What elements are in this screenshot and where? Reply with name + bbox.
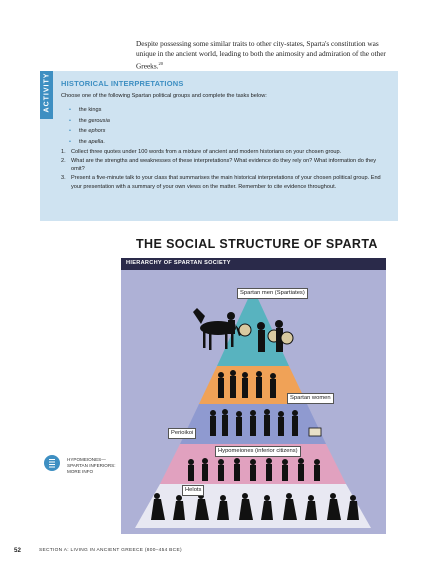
activity-instructions: Choose one of the following Spartan political groups and complete the tasks below:	[61, 93, 267, 99]
footnote-marker[interactable]: 20	[158, 61, 163, 66]
section-title: THE SOCIAL STRUCTURE OF SPARTA	[136, 237, 378, 251]
group-item-apella	[61, 137, 391, 148]
pyramid-tiers	[135, 288, 371, 528]
group-name: gerousia	[88, 117, 110, 124]
task-number: 3.	[61, 175, 66, 182]
group-item-gerousia	[61, 116, 391, 127]
pyramid-illustration	[121, 258, 386, 534]
hypomeiones-figures	[188, 458, 320, 481]
task-text: Present a five-minute talk to your class that summarises the main historical interpretations of your chosen political group. End your presentation with a summary of your own views on the matter. Remember to cite evidence throughout.	[71, 175, 381, 190]
activity-tab-label: ACTIVITY	[43, 72, 51, 113]
group-name: apella	[88, 138, 104, 145]
intro-paragraph	[136, 39, 396, 71]
page-number: 52	[14, 547, 21, 554]
group-name: kings	[88, 107, 102, 113]
task-text: What are the strengths and weaknesses of these interpretations? What evidence do they rely on? What information do they omit?	[71, 157, 377, 173]
group-suffix: .	[103, 138, 105, 145]
task-number: 1.	[61, 148, 66, 155]
label-spartan-women: Spartan women	[287, 393, 334, 404]
label-perioikoi: Perioikoi	[168, 428, 196, 439]
group-name: ephors	[88, 128, 106, 135]
group-prefix: the	[79, 128, 89, 135]
label-spartan-men: Spartan men (Spartiates)	[237, 288, 308, 299]
group-item-ephors	[61, 126, 391, 137]
task-number: 2.	[61, 157, 66, 164]
activity-list	[61, 105, 391, 191]
hierarchy-diagram	[121, 258, 386, 534]
group-prefix: the	[79, 138, 89, 145]
task-text: Collect three quotes under 100 words from a mixture of ancient and modern historians on your chosen group.	[71, 148, 342, 155]
group-prefix: the	[79, 117, 89, 124]
label-helots: Helots	[182, 485, 204, 496]
label-hypomeiones: Hypomeiones (inferior citizens)	[215, 446, 301, 457]
side-note-link[interactable]: HYPOMEIONES— SPARTAN INFERIORS: MORE INFO	[67, 457, 116, 475]
diagram-heading: HIERARCHY OF SPARTAN SOCIETY	[126, 260, 231, 266]
diagram-heading-bar	[121, 258, 386, 270]
activity-title: HISTORICAL INTERPRETATIONS	[61, 79, 184, 88]
task-item	[61, 174, 391, 191]
group-item-kings	[61, 105, 391, 116]
intro-text: Despite possessing some similar traits to other city-states, Sparta's constitution was unique in the ancient world, leading to both the animosity and admiration of the other Greeks.	[136, 39, 386, 71]
footer-section: SECTION A: LIVING IN ANCIENT GREECE (800–454 BCE)	[39, 548, 182, 553]
task-item	[61, 157, 391, 174]
document-icon[interactable]	[44, 455, 60, 471]
activity-tab	[40, 71, 53, 119]
task-item	[61, 148, 391, 157]
activity-box	[40, 71, 398, 221]
group-prefix: the	[79, 107, 89, 113]
